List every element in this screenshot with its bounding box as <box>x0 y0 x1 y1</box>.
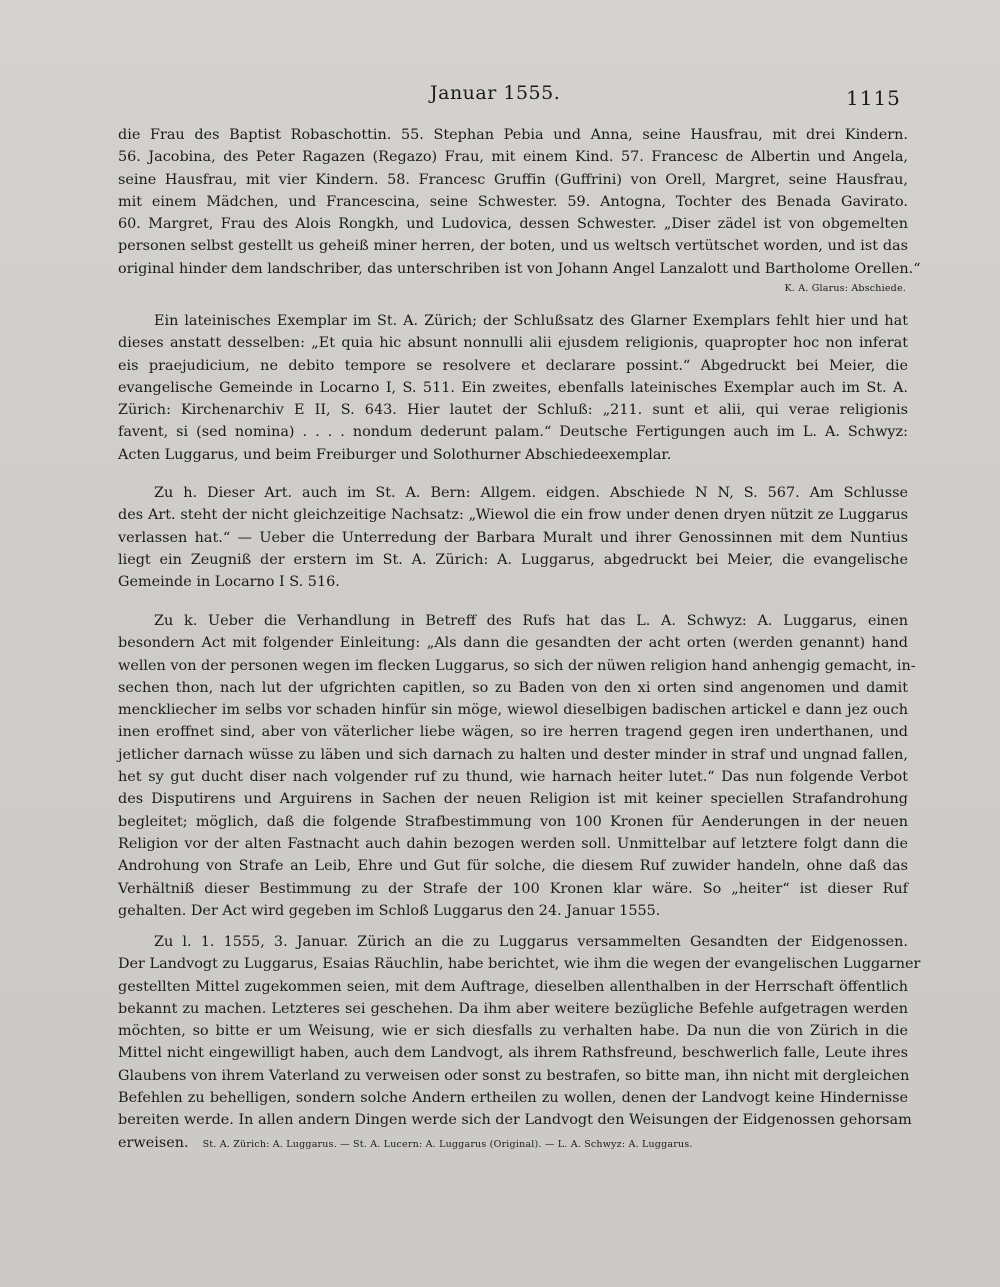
text-line: Zu l. 1. 1555, 3. Januar. Zürich an die zu Luggarus versammelten Gesandten der Eidgenossen. <box>154 934 908 950</box>
text-line: bekannt zu machen. Letzteres sei geschehen. Da ihm aber weitere bezügliche Befehle aufgetragen werden <box>118 1000 908 1017</box>
text-line: original hinder dem landschriber, das unterschriben ist von Johann Angel Lanzalott und Bartholome Orellen.“ <box>118 260 921 277</box>
text-line: des Art. steht der nicht gleichzeitige Nachsatz: „Wiewol die ein frow under denen dryen nützit ze Luggarus <box>118 507 908 524</box>
text-line: sechen thon, nach lut der ufgrichten capitlen, so zu Baden von den xi orten sind angenomen und damit <box>118 679 908 696</box>
text-line: Religion vor der alten Fastnacht auch dahin bezogen werden soll. Unmittelbar auf letztere folgt dann die <box>118 835 908 852</box>
text-line: 60. Margret, Frau des Alois Rongkh, und Ludovica, dessen Schwester. „Diser zädel ist von obgemelten <box>118 216 908 233</box>
text-line: besondern Act mit folgender Einleitung: „Als dann die gesandten der acht orten (werden genannt) hand <box>118 635 908 652</box>
source-citation: K. A. Glarus: Abschiede. <box>784 283 906 294</box>
text-line: Gemeinde in Locarno I S. 516. <box>118 574 340 591</box>
text-line: menckliecher im selbs vor schaden hinfür sin möge, wiewol dieselbigen badischen artickel e dann jez ouch <box>118 702 908 719</box>
text-line: seine Hausfrau, mit vier Kindern. 58. Francesc Gruffin (Guffrini) von Orell, Margret, seine Hausfrau, <box>118 171 908 188</box>
text-line: 56. Jacobina, des Peter Ragazen (Regazo) Frau, mit einem Kind. 57. Francesc de Albertin und Angela, <box>118 149 908 166</box>
text-line: wellen von der personen wegen im flecken Luggarus, so sich der nüwen religion hand anhengig gemacht, in- <box>118 657 916 674</box>
text-line: jetlicher darnach wüsse zu läben und sich darnach zu halten und dester minder in straf und ungnad fallen, <box>118 746 908 763</box>
text-line-with-citation <box>118 1132 908 1154</box>
text-line: Acten Luggarus, und beim Freiburger und Solothurner Abschiedeexemplar. <box>118 446 672 463</box>
text-line: Mittel nicht eingewilligt haben, auch dem Landvogt, als ihrem Rathsfreund, beschwerlich falle, Leute ihres <box>118 1045 908 1062</box>
text-line: des Disputirens und Arguirens in Sachen der neuen Religion ist mit keiner speciellen Strafandrohung <box>118 791 908 808</box>
text-line: personen selbst gestellt us geheiß miner herren, der boten, und us weltsch vertütschet worden, und ist das <box>118 238 908 255</box>
text-line: die Frau des Baptist Robaschottin. 55. Stephan Pebia und Anna, seine Hausfrau, mit drei Kindern. <box>118 127 908 143</box>
paragraph-latin-exemplar <box>118 310 908 466</box>
source-citation: St. A. Zürich: A. Luggarus. — St. A. Lucern: A. Luggarus (Original). — L. A. Schwyz: A. Luggarus. <box>202 1138 693 1150</box>
text-line: evangelische Gemeinde in Locarno I, S. 511. Ein zweites, ebenfalls lateinisches Exemplar auch im St. A. <box>118 379 908 396</box>
text-line: inen eroffnet sind, aber von väterlicher liebe wägen, so ire herren tragend gegen iren underthanen, und <box>118 724 908 741</box>
text-line: möchten, so bitte er um Weisung, wie er sich diesfalls zu verhalten habe. Da nun die von Zürich in die <box>118 1023 908 1040</box>
text-line: Zu h. Dieser Art. auch im St. A. Bern: Allgem. eidgen. Abschiede N N, S. 567. Am Schlusse <box>154 485 908 501</box>
paragraph-zu-l <box>118 931 921 1154</box>
text-line: Zürich: Kirchenarchiv E II, S. 643. Hier lautet der Schluß: „211. sunt et alii, qui verae religionis <box>118 402 908 419</box>
running-head: Januar 1555. <box>430 82 561 104</box>
paragraph-zu-k <box>118 610 916 922</box>
text-line: Befehlen zu behelligen, sondern solche Andern ertheilen zu wollen, denen der Landvogt keine Hindernisse <box>118 1090 908 1107</box>
text-line: mit einem Mädchen, und Francescina, seine Schwester. 59. Antogna, Tochter des Benada Gavirato. <box>118 193 908 210</box>
text-line: begleitet; möglich, daß die folgende Strafbestimmung von 100 Kronen für Aenderungen in der neuen <box>118 813 908 830</box>
text-line: Androhung von Strafe an Leib, Ehre und Gut für solche, die diesem Ruf zuwider handeln, ohne daß das <box>118 858 908 875</box>
text-line: Zu k. Ueber die Verhandlung in Betreff des Rufs hat das L. A. Schwyz: A. Luggarus, einen <box>154 613 908 629</box>
text-line: verlassen hat.“ — Ueber die Unterredung der Barbara Muralt und ihrer Genossinnen mit dem Nuntius <box>118 529 908 546</box>
text-line: liegt ein Zeugniß der erstern im St. A. Zürich: A. Luggarus, abgedruckt bei Meier, die evangelische <box>118 551 908 568</box>
text-line: het sy gut ducht diser nach volgender ruf zu thund, wie harnach heiter lutet.“ Das nun folgende Verbot <box>118 769 908 786</box>
text-line: gestellten Mittel zugekommen seien, mit dem Auftrage, dieselben allenthalben in der Herrschaft öffentlich <box>118 978 908 995</box>
text-line: favent, si (sed nomina) . . . . nondum dederunt palam.“ Deutsche Fertigungen auch im L. A. Schwyz: <box>118 424 908 441</box>
text-line: dieses anstatt desselben: „Et quia hic absunt nonnulli alii ejusdem religionis, quapropter hoc non inferat <box>118 335 908 352</box>
text-line: Glaubens von ihrem Vaterland zu verweisen oder sonst zu bestrafen, so bitte man, ihn nicht mit dergleichen <box>118 1067 910 1084</box>
text-line: gehalten. Der Act wird gegeben im Schloß Luggarus den 24. Januar 1555. <box>118 902 661 919</box>
paragraph-list-of-persons <box>118 124 921 280</box>
text-line-end: erweisen. <box>118 1134 189 1151</box>
paragraph-zu-h <box>118 482 908 593</box>
text-line: Der Landvogt zu Luggarus, Esaias Räuchlin, habe berichtet, wie ihm die wegen der evangelischen Luggarner <box>118 956 921 973</box>
text-line: eis praejudicium, ne debito tempore se resolvere et declarare possint.“ Abgedruckt bei Meier, die <box>118 357 908 374</box>
text-line: Verhältniß dieser Bestimmung zu der Strafe der 100 Kronen klar wäre. So „heiter“ ist dieser Ruf <box>118 880 908 897</box>
text-line: Ein lateinisches Exemplar im St. A. Zürich; der Schlußsatz des Glarner Exemplars fehlt hier und hat <box>154 313 908 329</box>
text-line: bereiten werde. In allen andern Dingen werde sich der Landvogt den Weisungen der Eidgenossen gehorsam <box>118 1112 912 1129</box>
page-number: 1115 <box>846 86 901 110</box>
